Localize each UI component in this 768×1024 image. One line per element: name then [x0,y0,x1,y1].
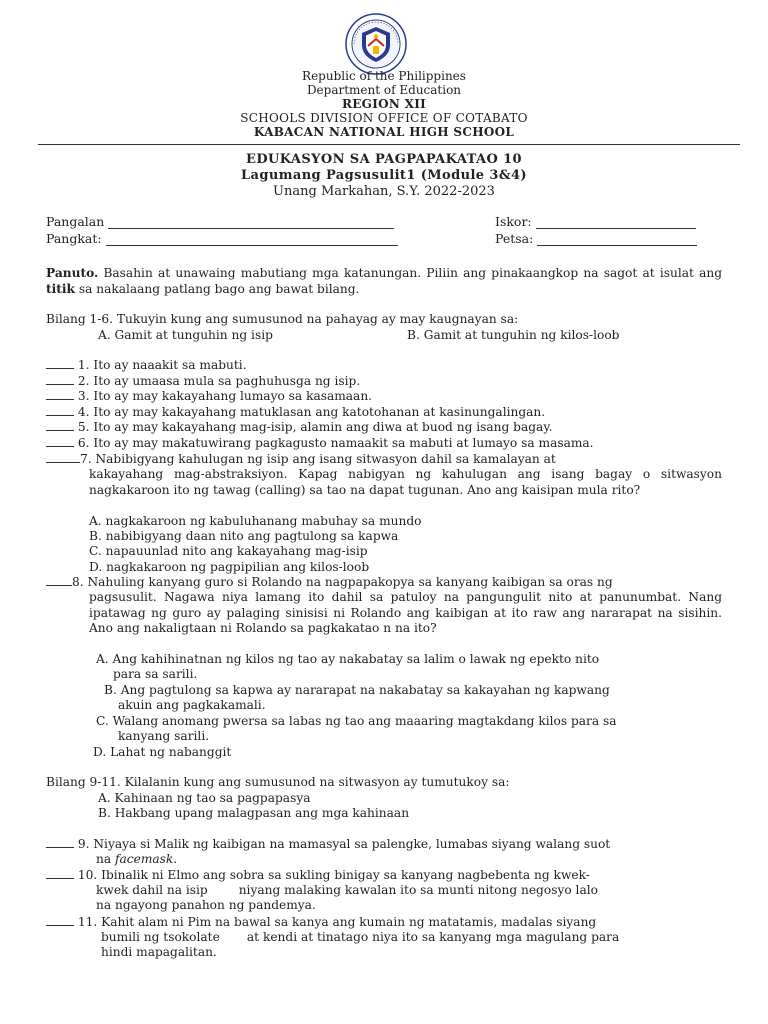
facemask-term: facemask [115,852,174,866]
question-11-cont2: hindi mapagalitan. [101,945,217,959]
answer-blank[interactable] [46,405,74,416]
section-blank[interactable] [106,233,398,246]
question-10 [46,868,590,883]
header-republic: Republic of the Philippines [302,69,466,83]
name-blank[interactable] [108,216,394,229]
question-6 [46,436,594,451]
question-5 [46,420,552,435]
name-field[interactable] [46,214,394,229]
question-1 [46,358,247,373]
answer-blank[interactable] [46,420,74,431]
q8-option-a: A. Ang kahihinatnan ng kilos ng tao ay nakabatay sa lalim o lawak ng epekto nito [96,652,600,666]
q7-option-d: D. nagkakaroon ng pagpipilian ang kilos-loob [89,560,370,574]
answer-blank[interactable] [46,575,72,586]
header-region: REGION XII [341,97,427,111]
question-text: 2. Ito ay umaasa mula sa paghuhusga ng isip. [77,374,361,388]
question-4 [46,405,545,420]
part1-choice-a: A. Gamit at tunguhin ng isip [98,328,273,342]
question-10-cont: kwek dahil na isip niyang malaking kawalan ito sa munti nitong negosyo lalo [96,883,598,897]
date-blank[interactable] [537,233,697,246]
test-title: Lagumang Pagsusulit1 (Module 3&4) [241,168,527,183]
q8-option-b-cont: akuin ang pagkakamali. [118,698,266,712]
instructions [46,266,722,297]
header-division: SCHOOLS DIVISION OFFICE OF COTABATO [240,111,528,125]
section-label: Pangkat: [46,231,102,246]
question-11 [46,915,596,930]
question-7-first-line [46,452,556,467]
date-label: Petsa: [495,231,534,246]
q7-option-b: B. nabibigyang daan nito ang pagtulong sa kapwa [89,529,399,543]
question-text: 1. Ito ay naaakit sa mabuti. [77,358,247,372]
answer-blank[interactable] [46,452,80,463]
answer-blank[interactable] [46,915,74,926]
question-9 [46,837,610,852]
q7-option-a: A. nagkakaroon ng kabuluhanang mabuhay sa mundo [89,514,422,528]
question-9-cont [96,852,177,867]
question-text: 11. Kahit alam ni Pim na bawal sa kanya ang kumain ng matatamis, madalas siyang [77,915,597,929]
header-divider [38,144,740,145]
question-text: . [173,852,178,866]
question-text: 10. Ibinalik ni Elmo ang sobra sa sukling binigay sa kanyang nagbebenta ng kwek- [77,868,590,882]
score-blank[interactable] [536,216,696,229]
part2-choice-a: A. Kahinaan ng tao sa pagpapasya [98,791,311,805]
answer-blank[interactable] [46,868,74,879]
score-field[interactable] [495,214,696,229]
question-text: 9. Niyaya si Malik ng kaibigan na mamasyal sa palengke, lumabas siyang walang suot [77,837,611,851]
question-11-cont: bumili ng tsokolate at kendi at tinatago niya ito sa kanyang mga magulang para [101,930,620,944]
q8-option-d: D. Lahat ng nabanggit [93,745,232,759]
q8-option-c-cont: kanyang sarili. [118,729,210,743]
q8-option-b: B. Ang pagtulong sa kapwa ay nararapat na nakabatay sa kakayahan ng kapwang [104,683,610,697]
header-department: Department of Education [306,83,462,97]
question-text: 7. Nabibigyang kahulugan ng isip ang isang sitwasyon dahil sa kamalayan at [80,452,556,466]
answer-blank[interactable] [46,389,74,400]
deped-seal-logo [345,13,407,75]
score-label: Iskor: [495,214,532,229]
instructions-keyword: titik [46,281,75,296]
part1-heading: Bilang 1-6. Tukuyin kung ang sumusunod na pahayag ay may kaugnayan sa: [46,312,519,326]
term-title: Unang Markahan, S.Y. 2022-2023 [273,184,495,199]
q8-option-c: C. Walang anomang pwersa sa labas ng tao ang maaaring magtakdang kilos para sa [96,714,617,728]
question-text: 4. Ito ay may kakayahang matuklasan ang katotohanan at kasinungalingan. [77,405,546,419]
question-8-body: pagsusulit. Nagawa niya lamang ito dahil sa patuloy na pangungulit nito at panunumbat. Nang ipatawag ng guro ay palaging sinisisi ni Rolando ang kaibigan at ito raw ang nararapat na sisihin. Ano ang nakaligtaan ni Rolando sa pagkakatao n na ito? [89,590,722,635]
part1-choice-b: B. Gamit at tunguhin ng kilos-loob [407,328,620,342]
question-text: 8. Nahuling kanyang guro si Rolando na nagpapakopya sa kanyang kaibigan sa oras ng [72,575,613,589]
question-text: na [96,852,115,866]
answer-blank[interactable] [46,358,74,369]
header-school: KABACAN NATIONAL HIGH SCHOOL [253,125,515,139]
answer-blank[interactable] [46,436,74,447]
subject-title: EDUKASYON SA PAGPAPAKATAO 10 [246,152,522,167]
question-8-first-line [46,575,613,590]
q8-option-a-cont: para sa sarili. [113,667,198,681]
question-text: 6. Ito ay may makatuwirang pagkagusto namaakit sa mabuti at lumayo sa masama. [77,436,594,450]
part2-heading: Bilang 9-11. Kilalanin kung ang sumusunod na sitwasyon ay tumutukoy sa: [46,775,510,789]
name-label: Pangalan [46,214,105,229]
instructions-text-end: sa nakalaang patlang bago ang bawat bilang. [74,281,360,296]
question-7-body: kakayahang mag-abstraksiyon. Kapag nabigyan ng kahulugan ang isang bagay o sitwasyon nagkakaroon ito ng tawag (calling) sa tao na dapat tugunan. Ano ang kaisipan mula rito? [89,467,722,497]
question-text: 5. Ito ay may kakayahang mag-isip, alamin ang diwa at buod ng isang bagay. [77,420,553,434]
part2-choice-b: B. Hakbang upang malagpasan ang mga kahinaan [98,806,410,820]
question-10-cont2: na ngayong panahon ng pandemya. [96,898,316,912]
date-field[interactable] [495,231,697,246]
instructions-label: Panuto. [46,266,99,280]
question-3 [46,389,372,404]
question-2 [46,374,360,389]
instructions-text: Basahin at unawaing mabutiang mga katanungan. Piliin ang pinakaangkop na sagot at isulat ang [98,266,722,280]
q7-option-c: C. napauunlad nito ang kakayahang mag-isip [89,544,368,558]
answer-blank[interactable] [46,374,74,385]
section-field[interactable] [46,231,398,246]
question-text: 3. Ito ay may kakayahang lumayo sa kasamaan. [77,389,373,403]
answer-blank[interactable] [46,837,74,848]
